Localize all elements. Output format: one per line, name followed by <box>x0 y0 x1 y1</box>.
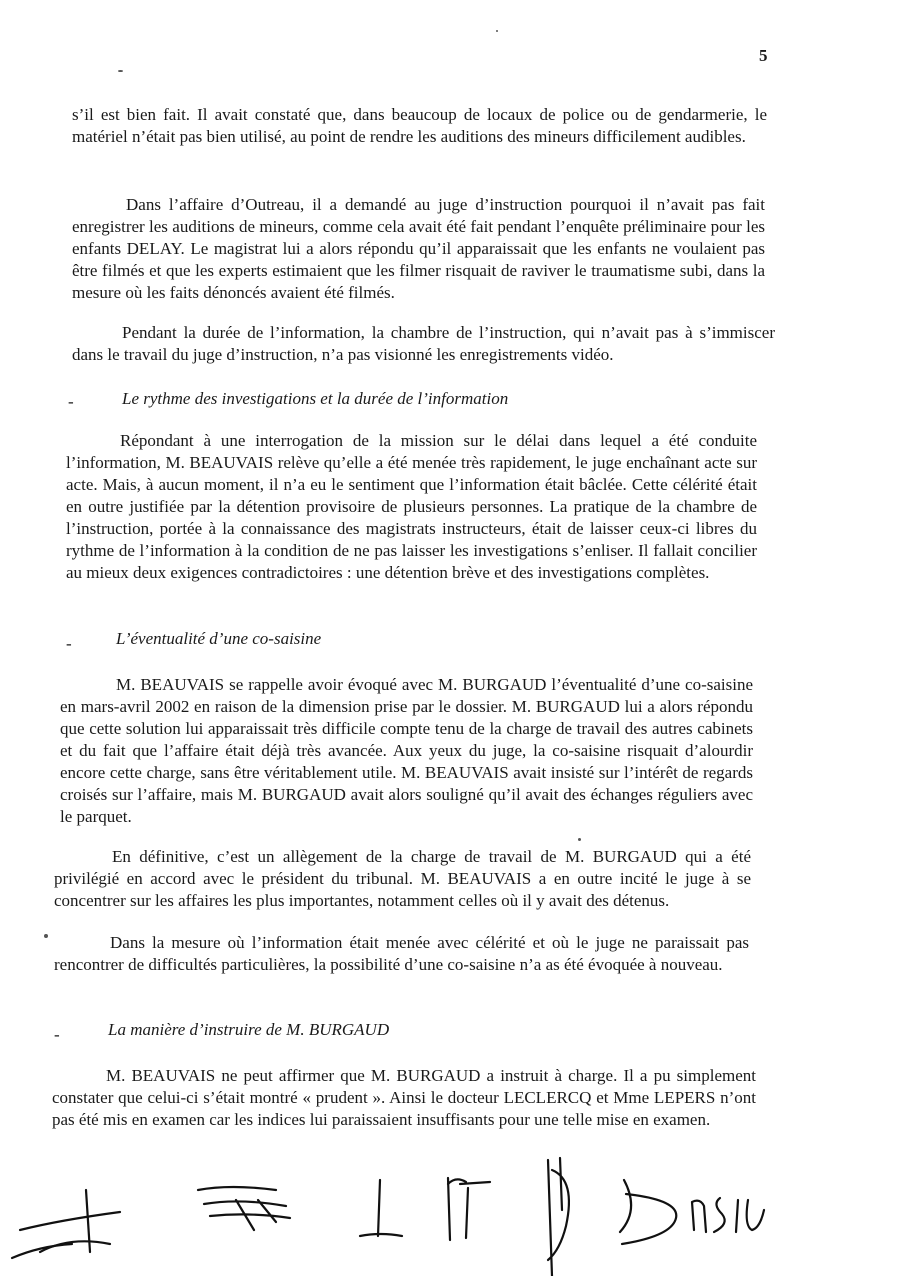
scan-speck <box>44 934 48 938</box>
section-heading-rythme: Le rythme des investigations et la durée de l’information <box>122 389 509 408</box>
scan-speck <box>578 838 581 841</box>
scan-speck <box>496 30 498 32</box>
paragraph-1: s’il est bien fait. Il avait constaté que, dans beaucoup de locaux de police ou de gendarmerie, le matériel n’était pas bien utilisé, au point de rendre les auditions des mineurs difficilement audibles. <box>72 105 767 146</box>
section-heading-maniere: La manière d’instruire de M. BURGAUD <box>108 1020 390 1039</box>
paragraph-3: Pendant la durée de l’information, la chambre de l’instruction, qui n’avait pas à s’immiscer dans le travail du juge d’instruction, n’a pas visionné les enregistrements vidéo. <box>72 323 775 364</box>
handwritten-signatures <box>0 1140 904 1276</box>
heading-dash-3: - <box>54 1025 60 1044</box>
heading-dash-1: - <box>68 392 74 411</box>
scan-speck <box>118 70 123 72</box>
paragraph-4: Répondant à une interrogation de la mission sur le délai dans lequel a été conduite l’information, M. BEAUVAIS relève qu’elle a été menée très rapidement, le juge enchaînant acte sur acte. Mais, à aucun moment, il n’a eu le sentiment que l’information était bâclée. Cette célérité était en outre justifiée par la détention provisoire de plusieurs personnes. La pratique de la chambre de l’instruction, portée à la connaissance des magistrats instructeurs, était de laisser ceux-ci libres du rythme de l’information à la condition de ne pas laisser les investigations s’enliser. Il fallait concilier au mieux deux exigences contradictoires : une détention brève et des investigations complètes. <box>66 431 757 582</box>
page-number: 5 <box>759 46 768 65</box>
paragraph-8: M. BEAUVAIS ne peut affirmer que M. BURGAUD a instruit à charge. Il a pu simplement constater que celui-ci s’était montré « prudent ». Ainsi le docteur LECLERCQ et Mme LEPERS n’ont pas été mis en examen car les indices lui paraissaient insuffisants pour une telle mise en examen. <box>52 1066 756 1129</box>
paragraph-6: En définitive, c’est un allègement de la charge de travail de M. BURGAUD qui a été privilégié en accord avec le président du tribunal. M. BEAUVAIS a en outre incité le juge à se concentrer sur les affaires les plus importantes, notamment celles où il y avait des détenus. <box>54 847 751 910</box>
paragraph-7: Dans la mesure où l’information était menée avec célérité et où le juge ne paraissait pas rencontrer de difficultés particulières, la possibilité d’une co-saisine n’a as été évoquée à nouveau. <box>54 933 749 974</box>
heading-dash-2: - <box>66 634 72 653</box>
section-heading-cosaisine: L’éventualité d’une co-saisine <box>116 629 322 648</box>
paragraph-5: M. BEAUVAIS se rappelle avoir évoqué avec M. BURGAUD l’éventualité d’une co-saisine en mars-avril 2002 en raison de la dimension prise par le dossier. M. BURGAUD lui a alors répondu que cette solution lui apparaissait très difficile compte tenu de la charge de travail des autres cabinets et du fait que l’affaire était déjà très avancée. Aux yeux du juge, la co-saisine risquait d’alourdir encore cette charge, sans être véritablement utile. M. BEAUVAIS avait insisté sur l’intérêt de regards croisés sur l’affaire, mais M. BURGAUD avait alors souligné qu’il avait des échanges réguliers avec le parquet. <box>60 675 753 826</box>
paragraph-2: Dans l’affaire d’Outreau, il a demandé au juge d’instruction pourquoi il n’avait pas fait enregistrer les auditions de mineurs, comme cela avait été fait pendant l’enquête préliminaire pour les enfants DELAY. Le magistrat lui a alors répondu qu’il apparaissait que les enfants ne voulaient pas être filmés et que les experts estimaient que les filmer risquait de raviver le traumatisme subi, dans la mesure où les faits dénoncés avaient été filmés. <box>72 195 765 302</box>
